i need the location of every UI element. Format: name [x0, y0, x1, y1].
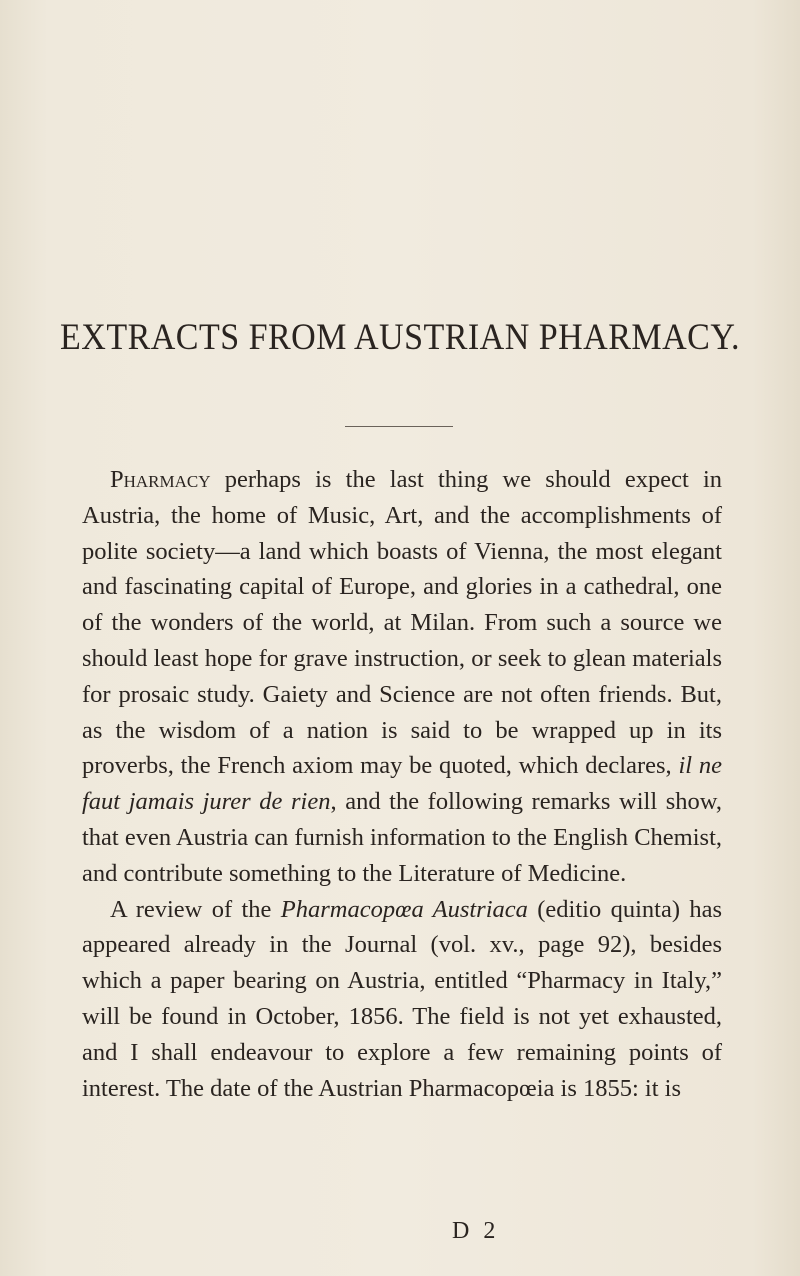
paragraph-2: [82, 892, 722, 1107]
title-divider: [345, 426, 453, 427]
paragraph-1-text-b: , and the following remarks will show, that even Austria can furnish information to the English Chemist, and contribute something to the Literature of Medicine.: [82, 788, 722, 887]
paragraph-2-text-b: (editio quinta) has appeared already in the Journal (vol. xv., page 92), besides which a paper bearing on Austria, entitled “Pharmacy in Italy,” will be found in October, 1856. The field is not yet exhausted, and I shall endeavour to explore a few remaining points of interest. The date of the Austrian Pharmacopœia is 1855: it is: [82, 895, 722, 1102]
article-body: [82, 462, 722, 1106]
french-axiom: il ne faut jamais jurer de rien: [82, 752, 722, 816]
page-title: EXTRACTS FROM AUSTRIAN PHARMACY.: [60, 317, 740, 358]
lead-word: Pharmacy: [110, 466, 211, 493]
paragraph-1-text-a: perhaps is the last thing we should expect in Austria, the home of Music, Art, and the accomplishments of polite society—a land which boasts of Vienna, the most elegant and fascinating capital of Europe, and glories in a cathedral, one of the wonders of the world, at Milan. From such a source we should least hope for grave instruction, or seek to glean materials for prosaic study. Gaiety and Science are not often friends. But, as the wisdom of a nation is said to be wrapped up in its proverbs, the French axiom may be quoted, which declares,: [82, 466, 722, 780]
pharmacopoeia-title: Pharmacopœa Austriaca: [280, 895, 528, 923]
paragraph-1: [82, 462, 722, 892]
paragraph-2-text-a: A review of the: [110, 895, 281, 923]
signature-mark: D 2: [452, 1218, 500, 1244]
